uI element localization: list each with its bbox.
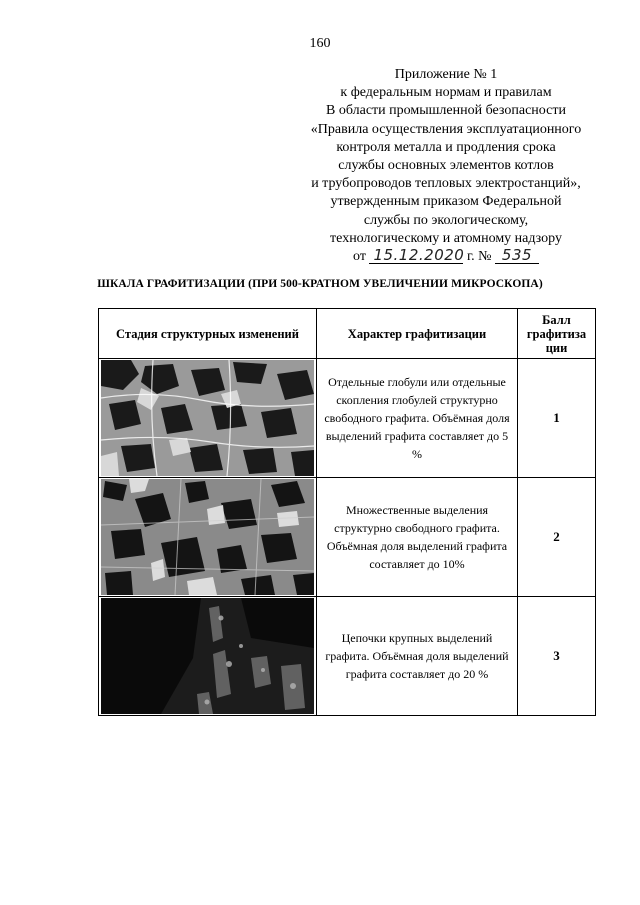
scale-title: ШКАЛА ГРАФИТИЗАЦИИ (ПРИ 500-КРАТНОМ УВЕЛИЧЕНИИ МИКРОСКОПА) — [97, 278, 543, 290]
appendix-line: Приложение № 1 — [394, 67, 498, 82]
graphitization-description: Отдельные глобули или отдельные скопления глобулей структурно свободного графита. Объёмная доля выделений графита составляет до 5 % — [317, 359, 518, 478]
appendix-header — [296, 66, 596, 266]
page-number: 160 — [309, 36, 331, 51]
graphitization-score: 2 — [518, 478, 596, 597]
appendix-line: В области промышленной безопасности — [326, 103, 566, 119]
appendix-line: и трубопроводов тепловых электростанций», — [311, 176, 581, 192]
appendix-line: «Правила осуществления эксплуатационного — [310, 121, 582, 137]
table-header-row — [99, 309, 596, 359]
appendix-line: технологическому и атомному надзору — [330, 230, 562, 246]
graphitization-score: 1 — [518, 359, 596, 478]
table-row — [99, 597, 596, 716]
order-number-label: г. № — [466, 249, 492, 265]
appendix-line: утвержденным приказом Федеральной — [330, 194, 562, 210]
header-score: Балл графитиза ции — [518, 309, 596, 359]
appendix-line: службы основных элементов котлов — [338, 158, 554, 174]
graphitization-description: Множественные выделения структурно свободного графита. Объёмная доля выделений графита составляет до 10% — [317, 478, 518, 597]
graphitization-description: Цепочки крупных выделений графита. Объёмная доля выделений графита составляет до 20 % — [317, 597, 518, 716]
micrograph-cell — [99, 359, 317, 478]
table-row — [99, 478, 596, 597]
order-date-handwritten: 15.12.2020 — [369, 248, 463, 264]
graphitization-scale-table — [98, 308, 596, 716]
order-prefix: от — [353, 249, 366, 265]
micrograph-cell — [99, 597, 317, 716]
appendix-line: контроля металла и продления срока — [336, 139, 556, 155]
appendix-line: к федеральным нормам и правилам — [340, 85, 552, 101]
micrograph-stage-1 — [101, 360, 314, 476]
micrograph-stage-3 — [101, 598, 314, 714]
header-stage: Стадия структурных изменений — [99, 309, 317, 359]
graphitization-score: 3 — [518, 597, 596, 716]
micrograph-stage-2 — [101, 479, 314, 595]
order-number-handwritten: 535 — [495, 248, 539, 264]
appendix-line: службы по экологическому, — [363, 212, 529, 228]
table-row — [99, 359, 596, 478]
header-character: Характер графитизации — [317, 309, 518, 359]
order-line — [296, 248, 596, 266]
micrograph-cell — [99, 478, 317, 597]
